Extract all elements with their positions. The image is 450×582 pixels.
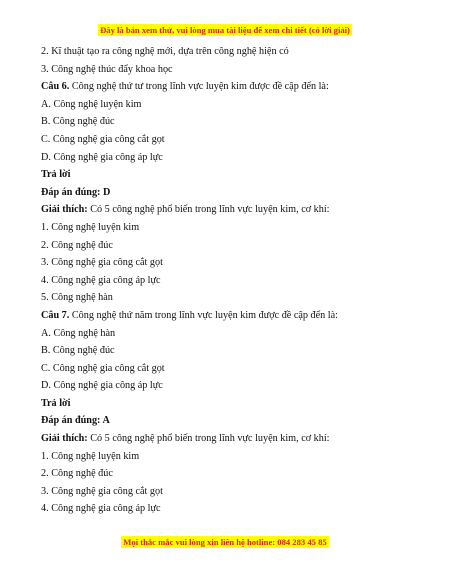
correct-answer-text: Đáp án đúng: A <box>41 415 110 427</box>
option-b <box>41 113 421 131</box>
list-item <box>41 500 421 518</box>
option-a <box>41 96 421 114</box>
answer-heading <box>41 395 421 413</box>
list-item <box>41 289 421 307</box>
list-item <box>41 483 421 501</box>
line-text: 2. Kĩ thuật tạo ra công nghệ mới, dựa trên công nghệ hiện có <box>41 46 289 57</box>
option-c <box>41 131 421 149</box>
option-text: B. Công nghệ đúc <box>41 116 115 128</box>
option-c <box>41 360 421 378</box>
list-item-text: 2. Công nghệ đúc <box>41 468 113 480</box>
list-item <box>41 465 421 483</box>
document-line <box>41 61 421 79</box>
correct-answer-text: Đáp án đúng: D <box>41 186 111 198</box>
option-a <box>41 325 421 343</box>
line-text: 3. Công nghệ thúc đẩy khoa học <box>41 63 173 75</box>
list-item-text: 3. Công nghệ gia công cắt gọt <box>41 485 163 497</box>
preview-notice-text: Đây là bản xem thử, vui lòng mua tài liệu để xem chi tiết (có lời giải) <box>100 25 350 35</box>
explanation-text: Có 5 công nghệ phổ biến trong lĩnh vực luyện kim, cơ khí: <box>87 433 330 445</box>
option-text: C. Công nghệ gia công cắt gọt <box>41 133 165 145</box>
list-item-text: 3. Công nghệ gia công cắt gọt <box>41 257 163 269</box>
correct-answer <box>41 184 421 202</box>
explanation-text: Có 5 công nghệ phổ biến trong lĩnh vực luyện kim, cơ khí: <box>87 204 330 216</box>
explanation-line <box>41 201 421 219</box>
list-item <box>41 272 421 290</box>
option-text: D. Công nghệ gia công áp lực <box>41 380 163 392</box>
hotline-banner <box>0 532 450 550</box>
list-item <box>41 237 421 255</box>
document-line <box>41 43 421 61</box>
answer-heading-text: Trả lời <box>41 169 71 181</box>
question-label: Câu 7. <box>41 309 70 321</box>
question-label: Câu 6. <box>41 81 70 93</box>
option-text: C. Công nghệ gia công cắt gọt <box>41 362 165 374</box>
option-text: B. Công nghệ đúc <box>41 345 115 357</box>
preview-notice-banner <box>0 20 450 38</box>
question-text: Công nghệ thứ tư trong lĩnh vực luyện kim được đề cập đến là: <box>69 81 329 93</box>
explanation-label: Giải thích: <box>41 204 88 216</box>
question-7-line <box>41 307 421 325</box>
explanation-line <box>41 430 421 448</box>
question-text: Công nghệ thứ năm trong lĩnh vực luyện kim được đề cập đến là: <box>69 309 338 321</box>
list-item-text: 1. Công nghệ luyện kim <box>41 221 140 233</box>
option-text: A. Công nghệ hàn <box>41 327 116 339</box>
list-item <box>41 219 421 237</box>
list-item-text: 1. Công nghệ luyện kim <box>41 450 140 462</box>
answer-heading <box>41 166 421 184</box>
explanation-label: Giải thích: <box>41 433 88 445</box>
list-item <box>41 448 421 466</box>
hotline-text: Mọi thắc mắc vui lòng xin liên hệ hotline: 084 283 45 85 <box>123 537 327 547</box>
list-item-text: 2. Công nghệ đúc <box>41 239 113 251</box>
list-item-text: 4. Công nghệ gia công áp lực <box>41 274 161 286</box>
option-d <box>41 149 421 167</box>
list-item-text: 4. Công nghệ gia công áp lực <box>41 503 161 515</box>
option-b <box>41 342 421 360</box>
document-body <box>41 43 421 518</box>
list-item <box>41 254 421 272</box>
question-6-line <box>41 78 421 96</box>
option-d <box>41 377 421 395</box>
option-text: A. Công nghệ luyện kim <box>41 98 142 110</box>
option-text: D. Công nghệ gia công áp lực <box>41 151 163 163</box>
answer-heading-text: Trả lời <box>41 397 71 409</box>
correct-answer <box>41 412 421 430</box>
list-item-text: 5. Công nghệ hàn <box>41 292 113 304</box>
